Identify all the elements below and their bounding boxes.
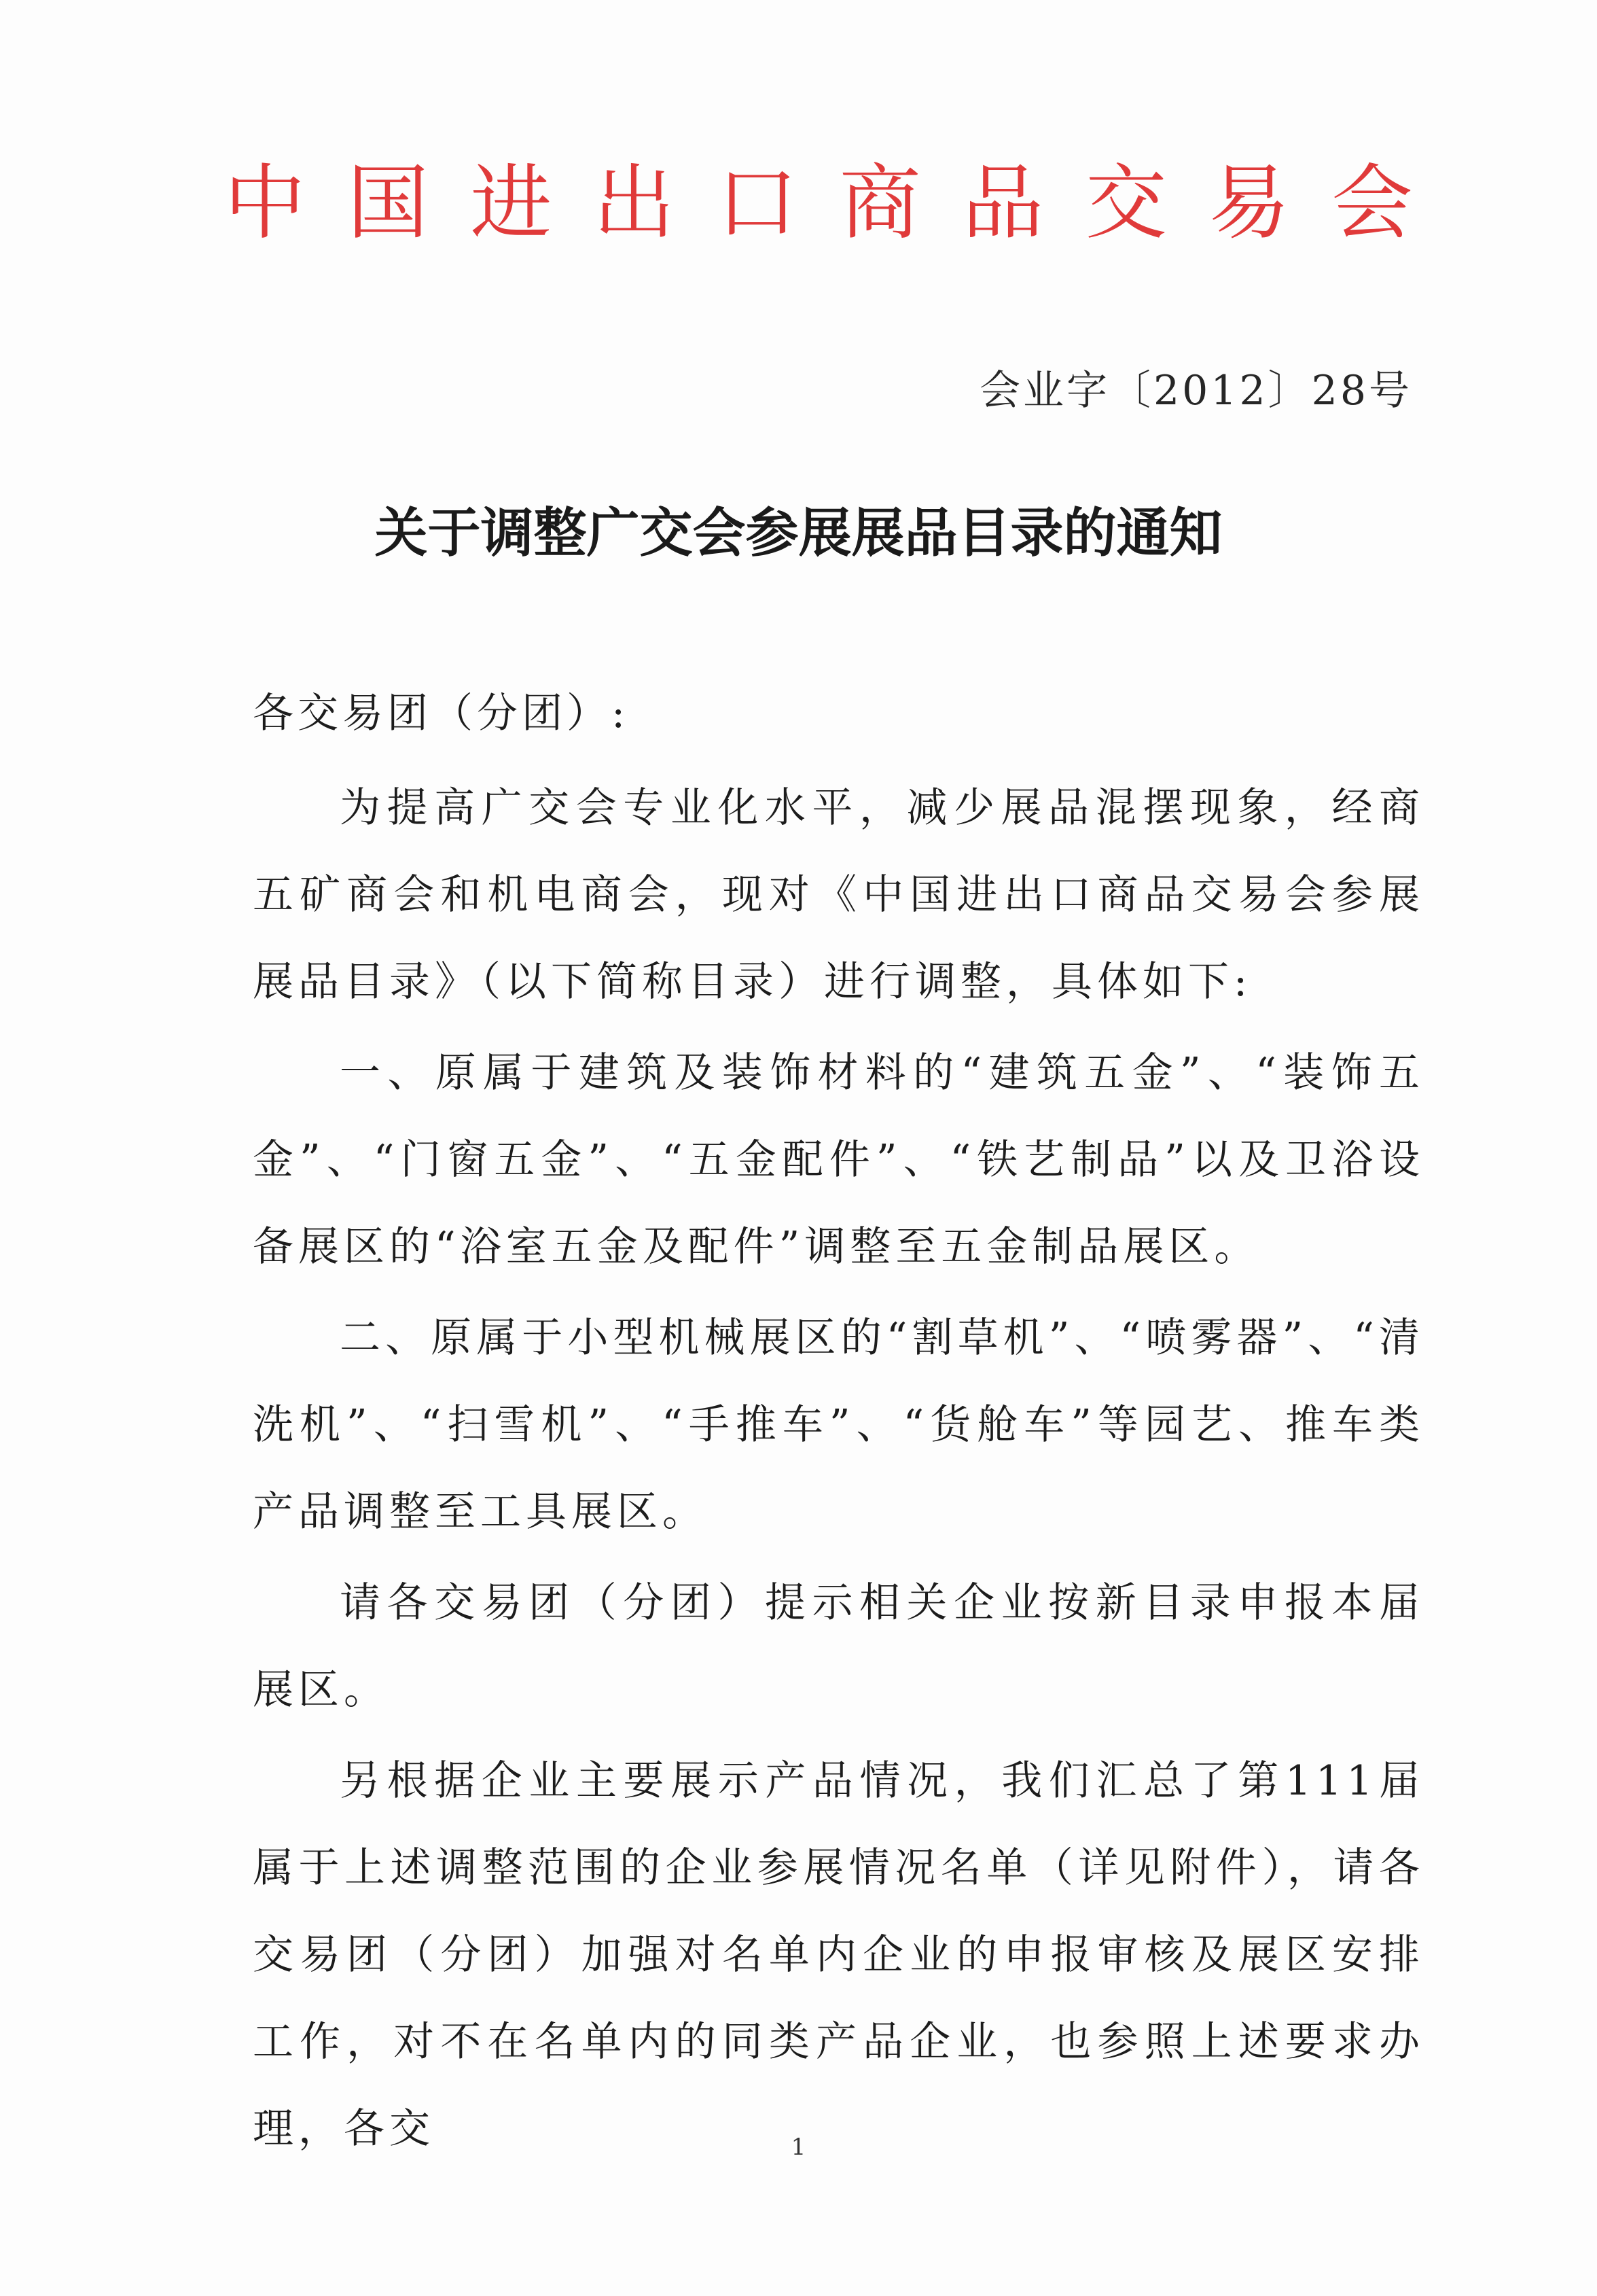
header-char: 进 xyxy=(470,156,552,251)
document-title: 关于调整广交会参展展品目录的通知 xyxy=(374,502,1223,564)
organization-header xyxy=(224,149,1413,258)
paragraph: 为提高广交会专业化水平，减少展品混摆现象，经商五矿商会和机电商会，现对《中国进出口商品交易会参展展品目录》（以下简称目录）进行调整，具体如下: xyxy=(253,784,1424,1006)
paragraph: 一、原属于建筑及装饰材料的“建筑五金”、“装饰五金”、“门窗五金”、“五金配件”、“铁艺制品”以及卫浴设备展区的“浴室五金及配件”调整至五金制品展区。 xyxy=(253,1049,1424,1271)
paragraph: 请各交易团（分团）提示相关企业按新目录申报本届展区。 xyxy=(253,1579,1424,1714)
salutation: 各交易团（分团）: xyxy=(253,690,630,737)
header-char: 交 xyxy=(1085,156,1167,251)
header-char: 易 xyxy=(1208,156,1290,251)
header-char: 商 xyxy=(839,156,921,251)
paragraph: 二、原属于小型机械展区的“割草机”、“喷雾器”、“清洗机”、“扫雪机”、“手推车”、“货舱车”等园艺、推车类产品调整至工具展区。 xyxy=(253,1314,1424,1536)
header-char: 口 xyxy=(716,156,798,251)
header-char: 会 xyxy=(1331,156,1413,251)
document-number: 会业字〔2012〕28号 xyxy=(979,367,1412,414)
body-text xyxy=(253,764,1424,2172)
header-char: 品 xyxy=(962,156,1044,251)
page-number: 1 xyxy=(791,2134,806,2161)
header-char: 国 xyxy=(347,156,429,251)
header-char: 出 xyxy=(593,156,675,251)
paragraph: 另根据企业主要展示产品情况，我们汇总了第111届属于上述调整范围的企业参展情况名单（详见附件），请各交易团（分团）加强对名单内企业的申报审核及展区安排工作，对不在名单内的同类产品企业，也参照上述要求办理，各交 xyxy=(253,1757,1424,2153)
header-char: 中 xyxy=(224,156,306,251)
